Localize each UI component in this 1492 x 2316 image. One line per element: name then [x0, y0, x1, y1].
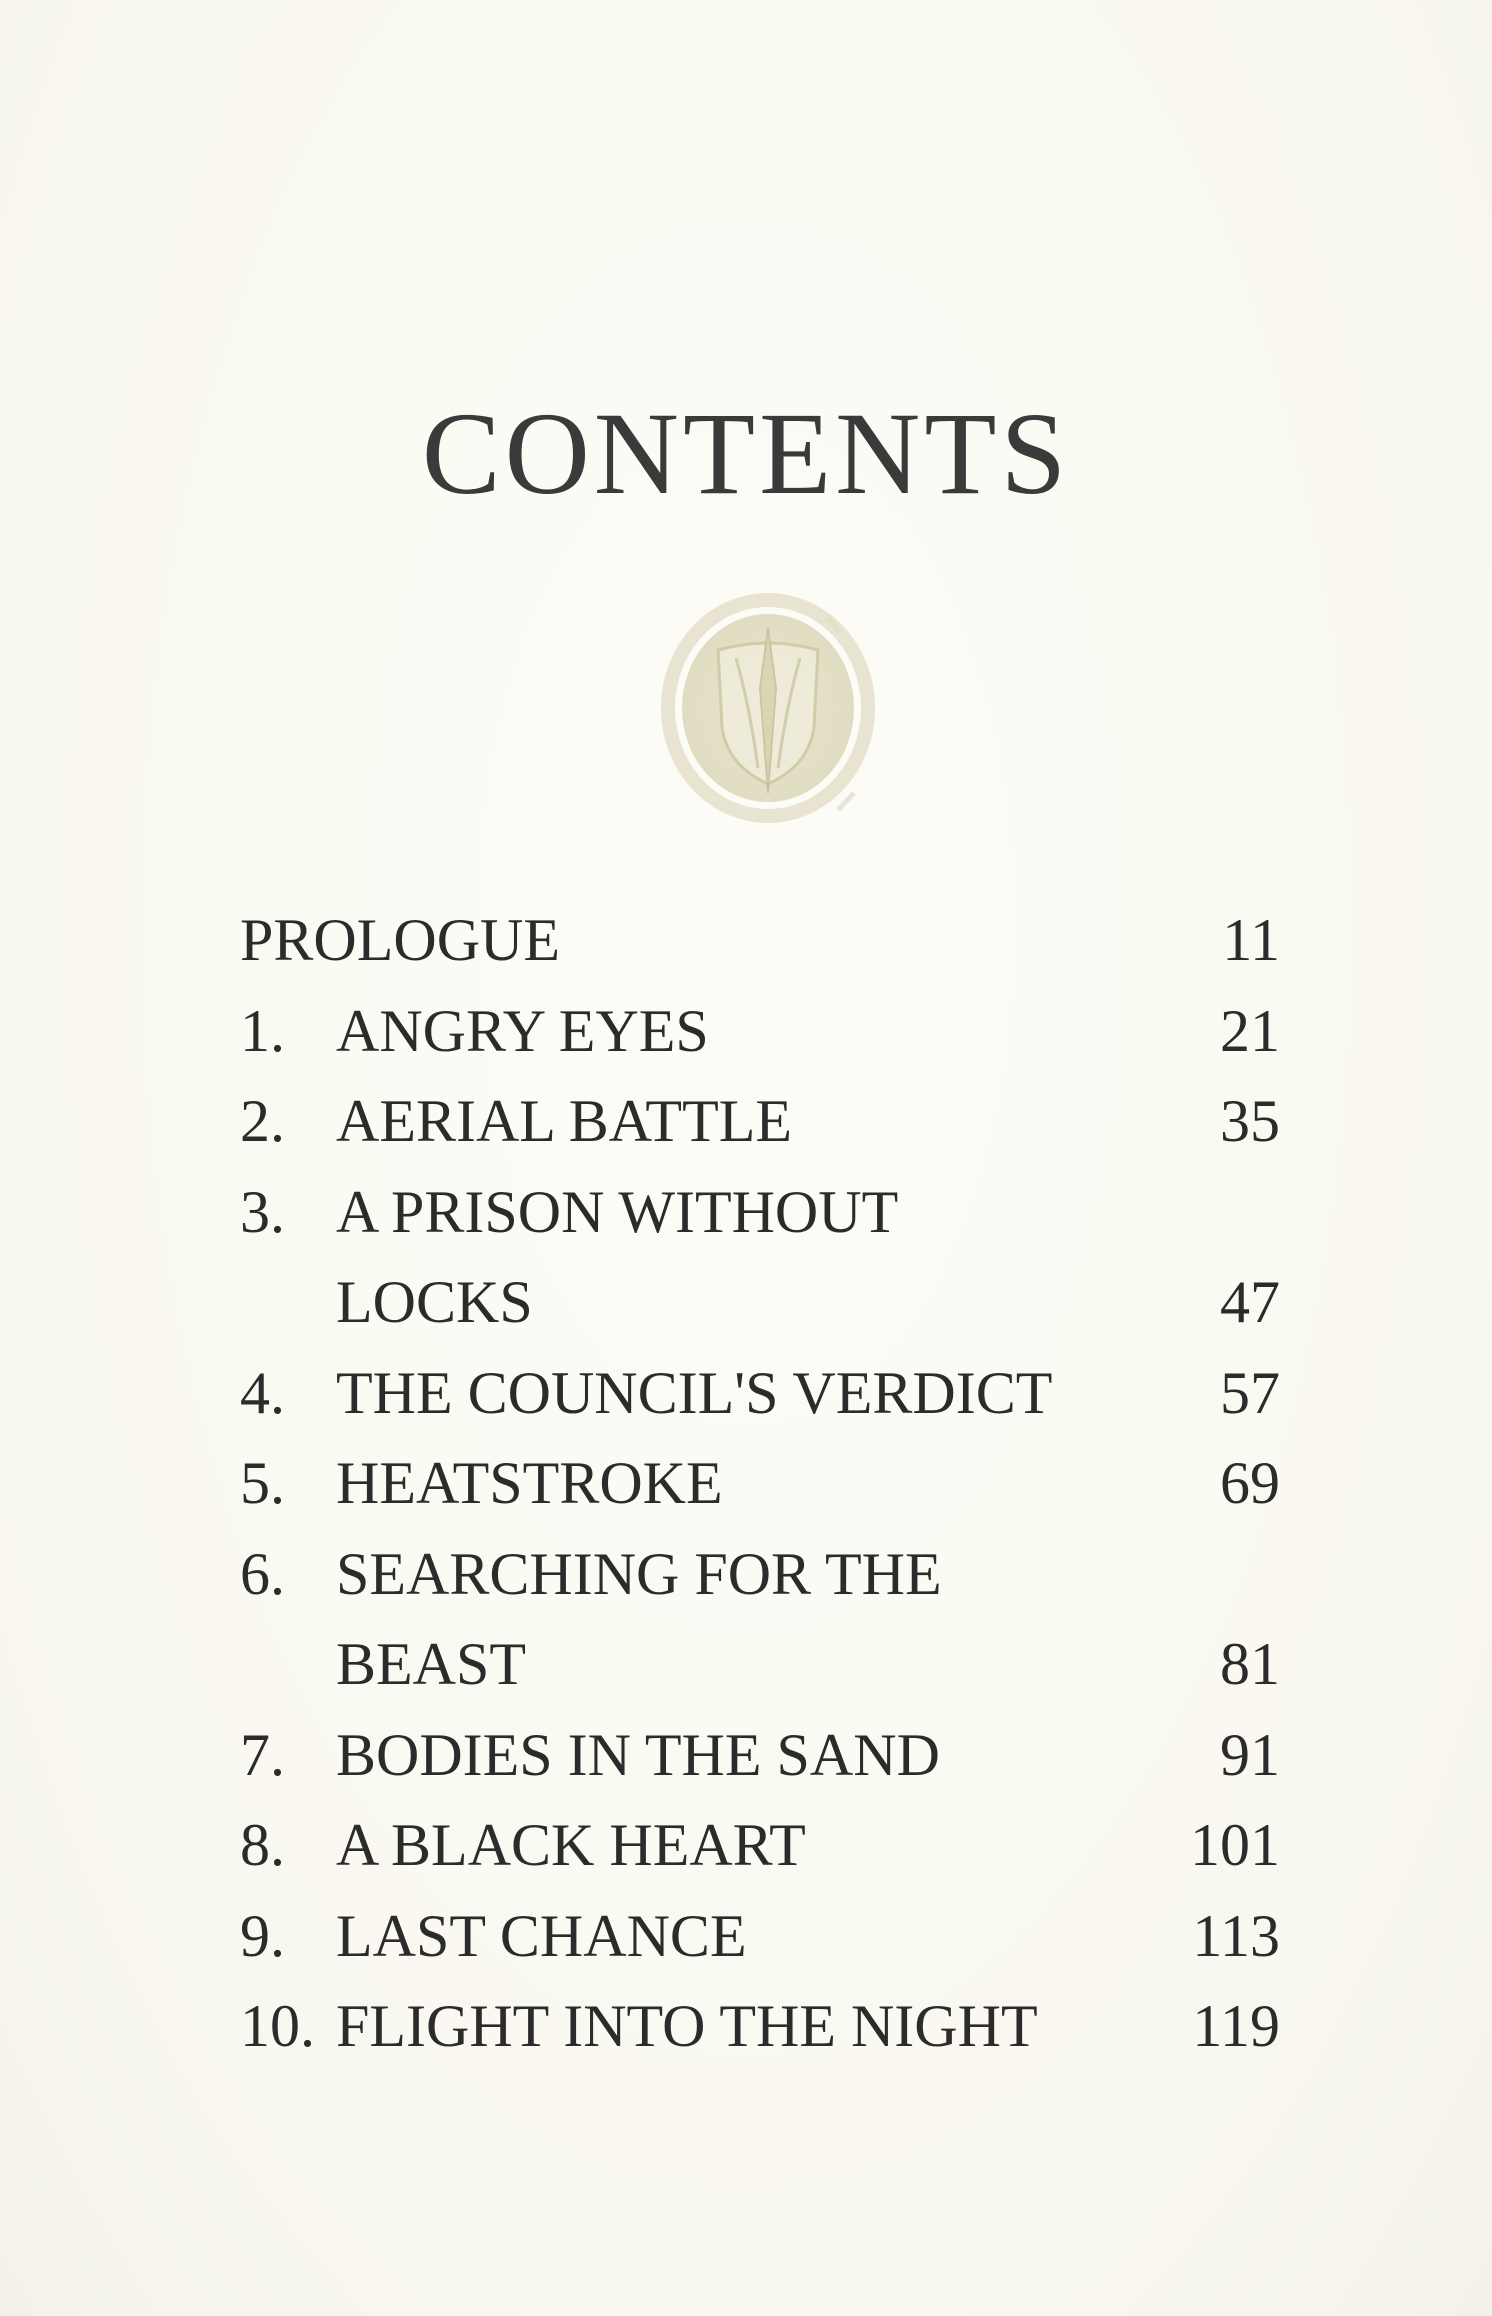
toc-entry: [240, 1438, 1280, 1529]
toc-chapter-number: 9.: [240, 1902, 285, 1969]
toc-entry-continuation: [240, 1257, 1280, 1348]
toc-page-number: 57: [1220, 1359, 1280, 1426]
shield-crest-emblem-icon: [658, 588, 878, 828]
toc-entry: [240, 1800, 1280, 1891]
toc-entry-continuation: [240, 1619, 1280, 1710]
toc-entry-title: FLIGHT INTO THE NIGHT: [336, 1993, 1038, 2059]
toc-chapter-number: 3.: [240, 1178, 285, 1245]
toc-page-number: 69: [1220, 1450, 1280, 1516]
toc-entry-title: A BLACK HEART: [336, 1812, 806, 1878]
toc-page-number: 81: [1220, 1631, 1280, 1697]
toc-page-number: 113: [1192, 1902, 1280, 1969]
toc-entry: [240, 1891, 1280, 1982]
toc-chapter-number: 8.: [240, 1812, 285, 1878]
toc-entry-title: LAST CHANCE: [336, 1902, 747, 1969]
toc-chapter-number: 10.: [240, 1993, 315, 2059]
toc-entry-title: BEAST: [336, 1631, 527, 1697]
toc-chapter-number: 1.: [240, 997, 285, 1064]
toc-entry-title: ANGRY EYES: [336, 997, 709, 1064]
toc-entry-title: HEATSTROKE: [336, 1450, 723, 1516]
toc-entry-title: PROLOGUE: [240, 907, 561, 973]
toc-entry: [240, 1076, 1280, 1167]
toc-entry-title: SEARCHING FOR THE: [336, 1540, 942, 1607]
toc-chapter-number: 5.: [240, 1450, 285, 1516]
toc-entry: [240, 1348, 1280, 1439]
toc-page-number: 101: [1190, 1812, 1280, 1878]
toc-entry: [240, 895, 1280, 986]
toc-chapter-number: 4.: [240, 1359, 285, 1426]
toc-page-number: 35: [1220, 1088, 1280, 1154]
toc-entry: [240, 1167, 1280, 1258]
toc-entry: [240, 986, 1280, 1077]
toc-chapter-number: 6.: [240, 1540, 285, 1607]
table-of-contents: [240, 895, 1280, 2072]
toc-page-number: 21: [1220, 997, 1280, 1064]
toc-entry: [240, 1710, 1280, 1801]
toc-entry: [240, 1529, 1280, 1620]
toc-entry-title: THE COUNCIL'S VERDICT: [336, 1359, 1053, 1426]
toc-chapter-number: 7.: [240, 1721, 285, 1788]
toc-chapter-number: 2.: [240, 1088, 285, 1154]
toc-entry-title: A PRISON WITHOUT: [336, 1178, 899, 1245]
toc-page-number: 11: [1222, 907, 1280, 973]
page-title: CONTENTS: [421, 388, 1071, 519]
toc-page-number: 119: [1192, 1993, 1280, 2059]
toc-entry: [240, 1981, 1280, 2072]
toc-entry-title: AERIAL BATTLE: [336, 1088, 793, 1154]
toc-entry-title: BODIES IN THE SAND: [336, 1721, 940, 1788]
toc-page-number: 91: [1220, 1721, 1280, 1788]
toc-entry-title: LOCKS: [336, 1269, 533, 1335]
toc-page-number: 47: [1220, 1269, 1280, 1335]
